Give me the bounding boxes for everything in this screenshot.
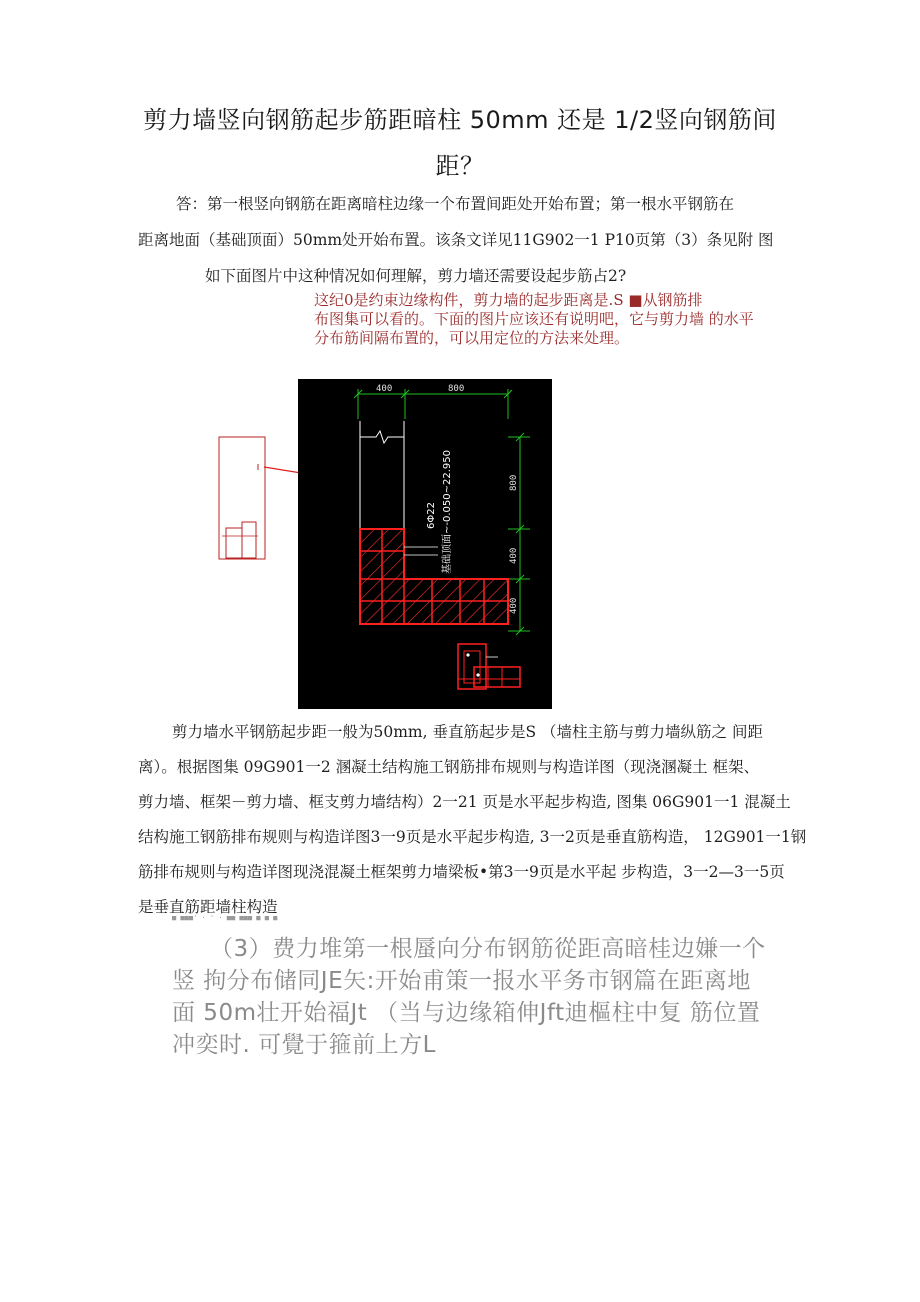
section-detail (458, 644, 520, 689)
dim-right-bot: 400 (509, 597, 519, 614)
cad-drawing (298, 379, 552, 709)
page-title: 剪力墙竖向钢筋起步筋距暗柱 50mm 还是 1/2竖向钢筋间 (143, 106, 777, 134)
paragraph-line-2: 离）。根据图集 09G901一2 溷凝土结构施工钢筋排布规则与构造详图（现浇溷凝土 框架、 (138, 758, 760, 776)
paragraph-line-5: 筋排布规则与构造详图现浇混凝土框架剪力墙梁板•第3一9页是水平起 步构造，3一2—3一5页 (138, 863, 785, 881)
elevation-label: 基础顶面~-0.050~22.950 (442, 450, 453, 574)
question-line: 如下面图片中这种情况如何理解，剪力墙还需要设起步筋占2? (205, 267, 627, 285)
ocr-line-2: 竖 拘分布储同JE矢:开始甫策一报水平务市钢篇在距离地 (172, 968, 751, 994)
page-title-continued: 距？ (435, 152, 485, 180)
paragraph-line-3: 剪力墙、框架－剪力墙、框支剪力墙结构）2一21 页是水平起步构造, 图集 06G901一1 混凝土 (138, 793, 791, 811)
paragraph-line-6: 是垂直筋距墙柱构造 (138, 898, 278, 916)
ocr-line-3: 面 50m壮开始福Jt （当与边缘箱伸Jft迪樞柱中复 筋位置 (172, 1000, 761, 1026)
dim-top-left: 400 (376, 384, 393, 394)
red-note-line-2: 布图集可以看的。下面的图片应该还有说明吧，它与剪力墙 的水平 (314, 310, 754, 328)
faint-text-line: ■ ■■■' · ' · ■■ ■■■ ■ ■ ■ (172, 914, 278, 922)
paragraph-line-1: 剪力墙水平钢筋起步距一般为50mm, 垂直筋起步是S （墙柱主筋与剪力墙纵筋之 间距 (172, 723, 763, 741)
dim-right-top: 800 (509, 474, 519, 491)
answer-line-1: 答：第一根竖向钢筋在距离暗柱边缘一个布置间距处开始布置；第一根水平钢筋在 (176, 195, 735, 213)
red-note-line-3: 分布筋间隔布置的，可以用定位的方法来处理。 (314, 329, 630, 347)
wall-sketch (218, 436, 266, 560)
answer-line-2: 距离地面（基础顶面）50mm处开始布置。该条文详见11G902一1 P10页第（3）条见附 图 (138, 231, 774, 249)
dim-right-mid: 400 (509, 547, 519, 564)
red-note-line-1: 这纪0是约束边缘构件，剪力墙的起步距离是.S ■从钢筋排 (314, 291, 703, 309)
dim-top-right: 800 (448, 384, 465, 394)
ocr-line-1: （3）费力堆第一根蜃向分布钢筋從距高暗桂边嫌一个 (210, 936, 766, 962)
rebar-label: 6Φ22 (426, 502, 437, 529)
paragraph-line-4: 结构施工钢筋排布规则与构造详图3一9页是水平起步构造, 3一2页是垂直筋构造， 12G901一1钢 (138, 828, 807, 846)
ocr-line-4: 冲奕时. 可覺于箍前上方L (172, 1032, 436, 1058)
